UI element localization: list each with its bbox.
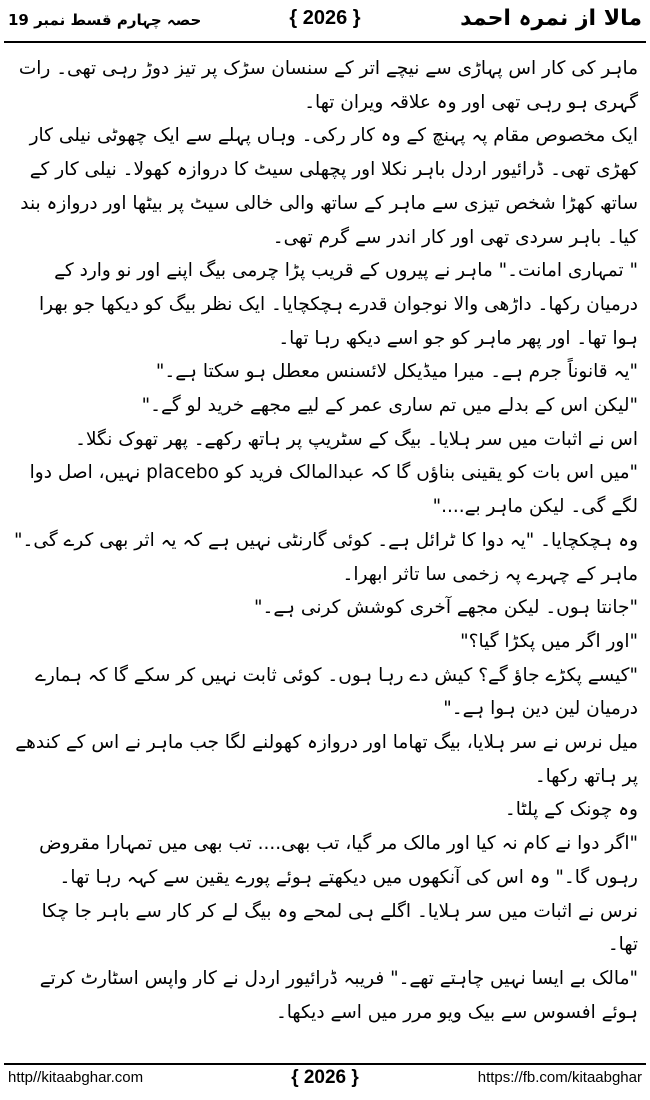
- paragraph: " تمہاری امانت۔" ماہر نے پیروں کے قریب پڑا چرمی بیگ اپنے اور نو وارد کے درمیان رکھا۔ داڑھی والا نوجوان قدرے ہچکچایا۔ ایک نظر بیگ کو دیکھا جو بھرا ہوا تھا۔ اور پھر ماہر کو جو اسے دیکھ رہا تھا۔: [39, 260, 638, 349]
- facebook-link[interactable]: https://fb.com/kitaabghar: [477, 1069, 642, 1086]
- paragraph: "میں اس بات کو یقینی بناؤں گا کہ عبدالمالک فرید کو placebo نہیں، اصل دوا لگے گی۔ لیکن ماہر بے....": [29, 462, 638, 518]
- footer-page-number: { 2026 }: [291, 1067, 359, 1088]
- paragraph: میل نرس نے سر ہلایا، بیگ تھاما اور دروازہ کھولنے لگا جب ماہر نے اس کے کندھے پر ہاتھ رکھا۔: [15, 732, 638, 787]
- paragraph: نرس نے اثبات میں سر ہلایا۔ اگلے ہی لمحے وہ بیگ لے کر کار سے باہر جا چکا تھا۔: [41, 900, 638, 956]
- section-label: حصہ چہارم قسط نمبر 19: [8, 11, 202, 29]
- paragraph: ایک مخصوص مقام پہ پہنچ کے وہ کار رکی۔ وہاں پہلے سے ایک چھوٹی نیلی کار کھڑی تھی۔ ڈرائیور اردل باہر نکلا اور پچھلی سیٹ کا دروازہ کھولا۔ نیلی کار کے ساتھ کھڑا شخص تیزی سے ماہر کے ساتھ والی خالی سیٹ پر بیٹھا اور دروازہ بند کیا۔ باہر سردی تھی اور کار اندر سے گرم تھی۔: [20, 125, 638, 248]
- header-page-number: { 2026 }: [289, 7, 361, 29]
- header-divider: [4, 41, 646, 43]
- paragraph: اس نے اثبات میں سر ہلایا۔ بیگ کے سٹریپ پر ہاتھ رکھے۔ پھر تھوک نگلا۔: [75, 428, 638, 450]
- paragraph: "کیسے پکڑے جاؤ گے؟ کیش دے رہا ہوں۔ کوئی ثابت نہیں کر سکے گا کہ ہمارے درمیان لین دین ہوا ہے۔": [35, 664, 638, 720]
- paragraph: "مالک بے ایسا نہیں چاہتے تھے۔" فریبہ ڈرائیور اردل نے کار واپس اسٹارٹ کرتے ہوئے افسوس سے بیک ویو مرر میں اسے دیکھا۔: [39, 967, 638, 1023]
- paragraph: وہ چونک کے پلٹا۔: [504, 799, 638, 821]
- paragraph: "اگر دوا نے کام نہ کیا اور مالک مر گیا، تب بھی.... تب بھی میں تمہارا مقروض رہوں گا۔" وہ اس کی آنکھوں میں دیکھتے ہوئے پورے یقین سے کہہ رہا تھا۔: [39, 833, 638, 888]
- paragraph: وہ ہچکچایا۔ "یہ دوا کا ٹرائل ہے۔ کوئی گارنٹی نہیں ہے کہ یہ اثر بھی کرے گی۔": [14, 529, 638, 551]
- story-text: [14, 52, 638, 1029]
- paragraph: ماہر کے چہرے پہ زخمی سا تاثر ابھرا۔: [342, 563, 638, 585]
- paragraph: "جانتا ہوں۔ لیکن مجھے آخری کوشش کرنی ہے۔": [253, 597, 638, 619]
- paragraph: "لیکن اس کے بدلے میں تم ساری عمر کے لیے مجھے خرید لو گے۔": [141, 395, 638, 417]
- paragraph: "یہ قانوناً جرم ہے۔ میرا میڈیکل لائسنس معطل ہو سکتا ہے۔": [155, 361, 638, 383]
- paragraph: "اور اگر میں پکڑا گیا؟": [460, 630, 638, 652]
- paragraph: ماہر کی کار اس پہاڑی سے نیچے اتر کے سنسان سڑک پر تیز دوڑ رہی تھی۔ رات گہری ہو رہی تھی اور وہ علاقہ ویران تھا۔: [18, 58, 638, 113]
- book-title: مالا از نمرہ احمد: [460, 6, 642, 31]
- page-header: [0, 0, 650, 42]
- footer-divider: [4, 1063, 646, 1065]
- website-link[interactable]: http//kitaabghar.com: [8, 1069, 144, 1086]
